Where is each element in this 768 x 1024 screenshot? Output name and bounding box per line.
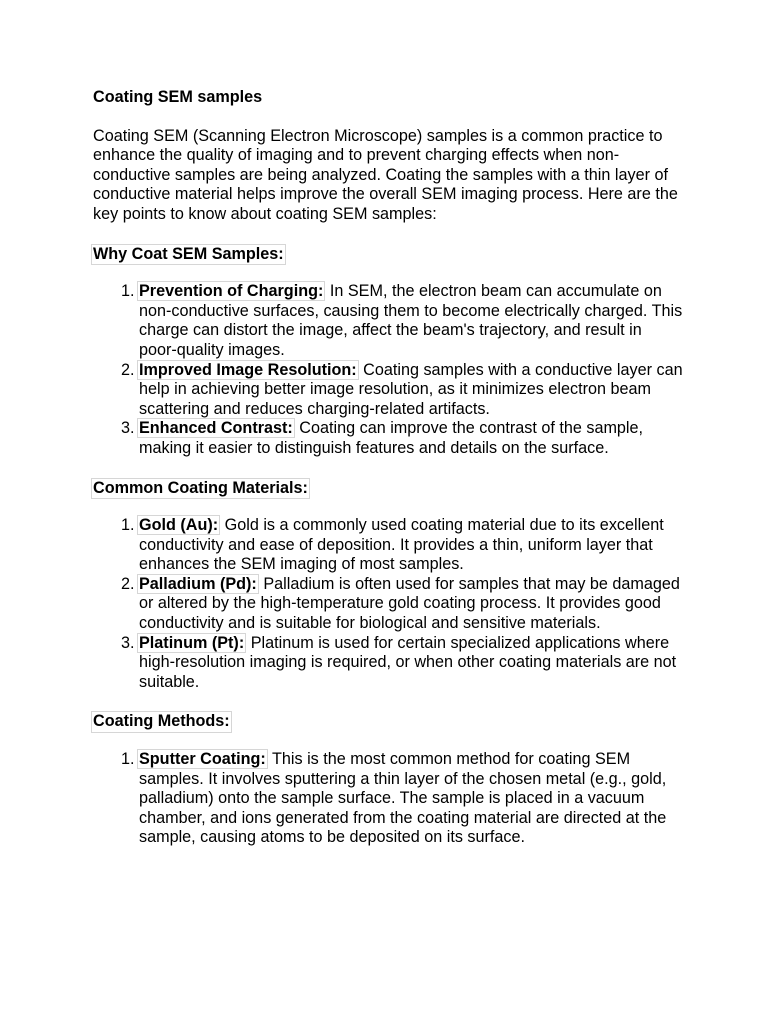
list-item-text: Gold is a commonly used coating material due to its excellent conductivity and ease of deposition. It provides a thin, uniform layer that enhances the SEM imaging of most samples. [139, 516, 664, 574]
section-why-coat [93, 244, 683, 264]
list-item-text: In SEM, the electron beam can accumulate on non-conductive surfaces, causing them to become electrically charged. This charge can distort the image, affect the beam's trajectory, and result in poor-quality images. [139, 282, 683, 359]
section-heading: Why Coat SEM Samples: [91, 244, 286, 266]
list-item-term: Gold (Au): [139, 516, 219, 535]
list-item-term: Sputter Coating: [139, 750, 266, 769]
document-title: Coating SEM samples [93, 88, 263, 106]
list-item-text: Palladium is often used for samples that may be damaged or altered by the high-temperature gold coating process. It provides good conductivity and is suitable for biological and sensitive materials. [139, 574, 680, 633]
list-coating-materials [93, 516, 683, 692]
list-item [139, 282, 683, 360]
list-item-term: Palladium (Pd): [139, 574, 257, 593]
document-page [93, 88, 683, 867]
list-item-term: Improved Image Resolution: [139, 360, 357, 379]
intro-paragraph: Coating SEM (Scanning Electron Microscope) samples is a common practice to enhance the quality of imaging and to prevent charging effects when non-conductive samples are being analyzed. Coating the samples with a thin layer of conductive material helps improve the overall SEM imaging process. Here are the key points to know about coating SEM samples: [93, 126, 678, 223]
list-why-coat [93, 282, 683, 458]
list-item [139, 419, 683, 458]
section-coating-methods [93, 711, 683, 731]
list-item [139, 634, 683, 693]
list-item-text: This is the most common method for coating SEM samples. It involves sputtering a thin layer of the chosen metal (e.g., gold, palladium) onto the sample surface. The sample is placed in a vacuum chamber, and ions generated from the coating material are directed at the sample, causing atoms to be deposited on its surface. [139, 750, 667, 847]
section-coating-materials [93, 478, 683, 498]
list-item [139, 361, 683, 420]
list-coating-methods [93, 750, 683, 848]
list-item [139, 516, 683, 575]
section-heading: Common Coating Materials: [91, 478, 310, 500]
list-item-term: Platinum (Pt): [139, 633, 245, 652]
list-item [139, 575, 683, 634]
list-item-term: Prevention of Charging: [139, 282, 324, 301]
list-item-term: Enhanced Contrast: [139, 419, 293, 438]
list-item-text: Coating samples with a conductive layer can help in achieving better image resolution, as it minimizes electron beam scattering and reduces charging-related artifacts. [139, 360, 683, 418]
section-heading: Coating Methods: [91, 711, 232, 733]
list-item [139, 750, 683, 848]
list-item-text: Coating can improve the contrast of the sample, making it easier to distinguish features and details on the surface. [139, 419, 644, 457]
list-item-text: Platinum is used for certain specialized applications where high-resolution imaging is required, or when other coating materials are not suitable. [139, 633, 677, 691]
